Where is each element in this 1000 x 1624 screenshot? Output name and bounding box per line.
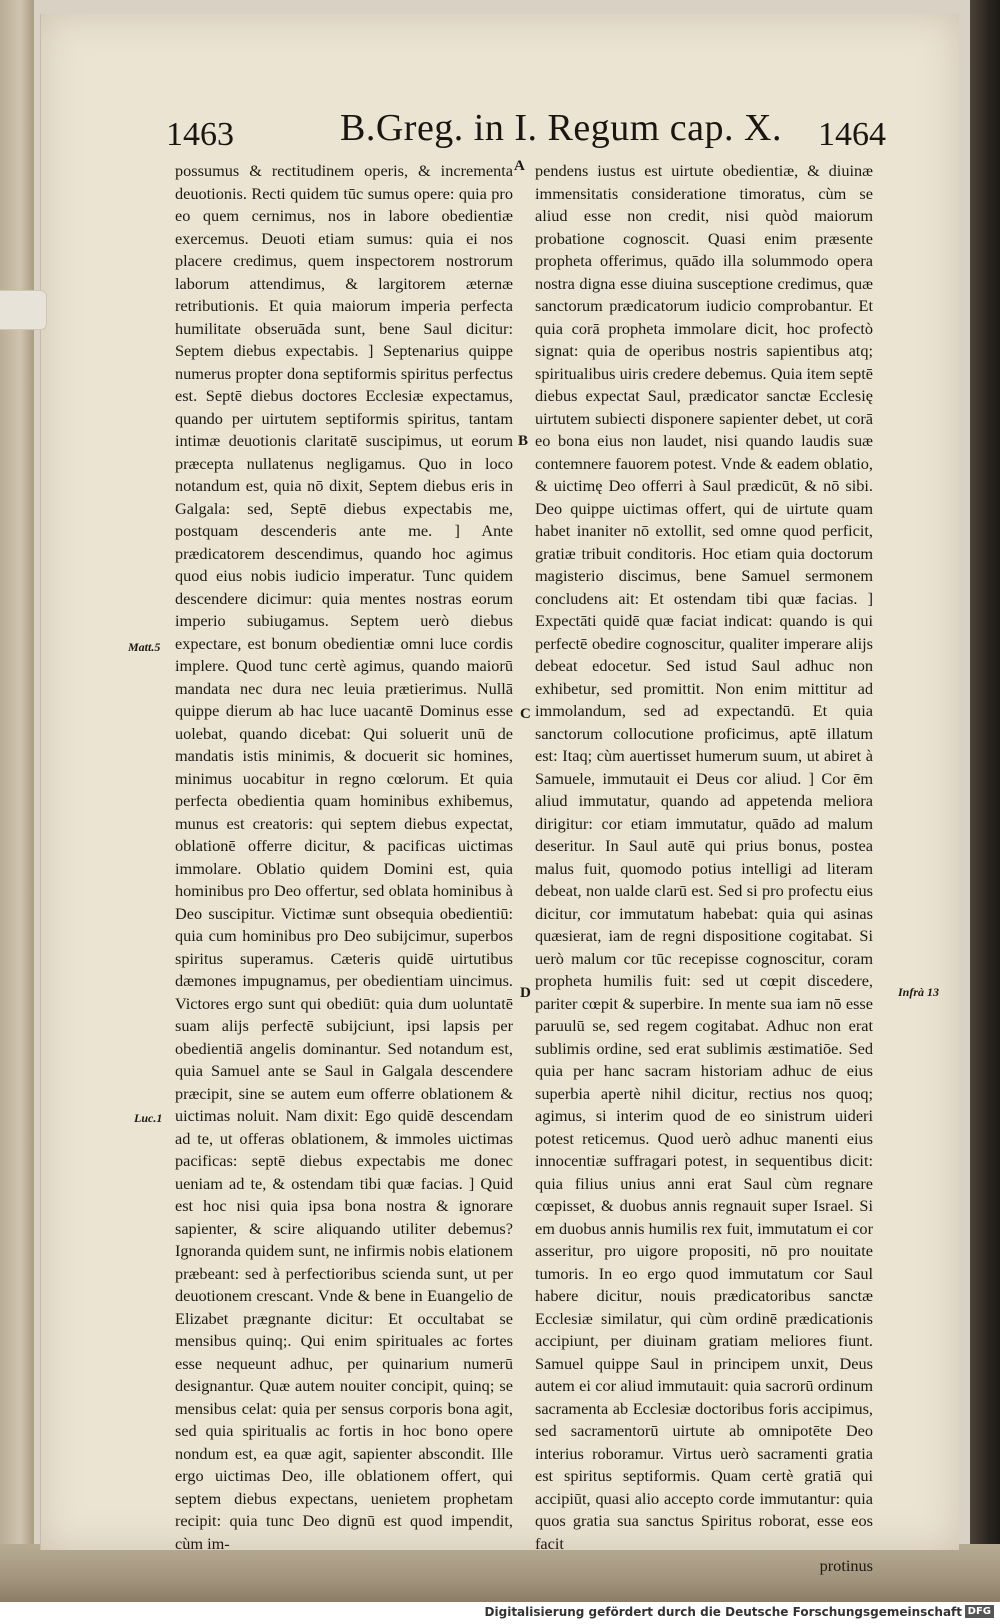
- margin-note-matt: Matt.5: [128, 640, 161, 654]
- catchword: protinus: [819, 1556, 873, 1575]
- bookmark-tab: [0, 290, 47, 330]
- book-edge-left: [0, 0, 34, 1624]
- right-column-text: pendens iustus est uirtute obedientiæ, & diuinæ immensitatis consideratione timoratus, cùm se aliud esse non credit, nisi quòd maiorum probatione cognoscit. Quasi enim præsente propheta offerimus, quādo illa solummodo opera nostra digna esse diuina susceptione credimus, quæ sanctorum prædicatorum iudicio comprobantur. Et quia corā propheta immolare dicit, hoc profectò signat: quia de operibus nostris sapientibus atq; spiritualibus uiris credere debemus. Quia item septē diebus expectat Saul, prædicator sanctæ Ecclesię uirtutem subiecti disponere sapienter debet, ut corā eo bona eius non laudet, nisi quando laudis suæ contemnere fauorem potest. Vnde & eadem oblatio, & uictimę Deo offerri à Saul prædicūt, & nō sibi. Deo quippe uictimas offert, qui de uirtute quam habet inaniter nō extollit, sed omne quod perficit, gratiæ tribuit conditoris. Hoc etiam quia doctorum magisterio discimus, bene Samuel sermonem concludens ait: Et ostendam tibi quæ facias. ] Expectāti quidē quæ faciat indicat: quando is qui perfectē obedire cognoscitur, qualiter imperare alijs debeat edocetur. Sed istud Saul adhuc non exhibetur, sed promittit. Non enim mittitur ad immolandum, sed ad expectandū. Et quia sanctorum collocutione proficimus, aptē illatum est: Itaq; cùm auertisset humerum suum, ut abiret à Samuele, immutauit ei Deus cor aliud. ] Cor ēm aliud immutatur, quando ad appetenda meliora dirigitur: cor etiam immutatur, quādo ad malum deseritur. In Saul autē qui prius bonus, postea malus fuit, quomodo potius intelligi ad literam debeat, non ualde clarū est. Sed si pro profectu eius dicitur, cor immutatum habebat: quia qui asinas quæsierat, iam de regni dispositione cogitabat. Si uerò malum cor tūc recepisse cognoscitur, coram propheta humilis fuit: sed ut cœpit discedere, pariter cœpit & superbire. In mente sua iam nō esse paruulū se, sed regem cogitabat. Adhuc non erat sublimis ordine, sed erat sublimis æstimatiōe. Sed quia per hanc sacram historiam adhuc de eius superbia apertè nihil dicitur, rectius nos quoq; agimus, si interim quod de eo sinistrum uideri potest reticemus. Quod uerò adhuc manenti eius innocentiæ suffragari potest, in sequentibus dicit: quia filius unius anni erat Saul cùm regnare cœpisset, & duobus annis regnauit super Israel. Si em duobus annis humilis rex fuit, immutatum ei cor asseritur, pro uigore propositi, nō pro nouitate tumoris. In eo ergo quod immutatum cor Saul habere dicitur, nouis prædicatoribus sanctæ Ecclesiæ similatur, qui cùm ordinē prædicationis accipiunt, per diuinam gratiam meliores fiunt. Samuel quippe Saul in principem unxit, Deus autem ei cor aliud immutauit: quia sacrorū ordinum sacramenta ab Ecclesiæ doctoribus foris accipimus, sed sacramentorū uirtute ab omnipotēte Deo interius roboramur. Virtus uerò sacramenti gratia est spiritus septiformis. Quam certè gratiā qui accipiūt, quasi alio accepto corde immutantur: quia quos gratia sua sanctus Spiritus roborat, esse eos facit: [535, 161, 873, 1553]
- right-column: [535, 160, 873, 1578]
- section-letter-c: C: [520, 706, 531, 722]
- digitization-footer: [0, 1602, 1000, 1624]
- page-number-left: 1463: [166, 116, 234, 153]
- dfg-logo: DFG: [965, 1605, 994, 1618]
- page-header: [130, 96, 900, 153]
- book-edge-right: [970, 0, 1000, 1624]
- section-letter-a: A: [514, 158, 525, 174]
- margin-note-luc: Luc.1: [134, 1111, 163, 1125]
- page-number-right: 1464: [818, 116, 886, 153]
- section-letter-d: D: [520, 985, 531, 1001]
- section-letter-b: B: [518, 433, 529, 449]
- left-column: [175, 160, 513, 1555]
- left-column-text: possumus & rectitudinem operis, & incrementa deuotionis. Recti quidem tūc sumus opere: quia pro eo quem cernimus, nos in labore obedientiæ exercemus. Deuoti etiam sumus: quia ei nos placere credimus, quem inspectorem nostrorum laborum attendimus, & largitorem æternæ retributionis. Et quia maiorum imperia perfecta humilitate obseruāda sunt, bene Saul dicitur: Septem diebus expectabis. ] Septenarius quippe numerus propter dona septiformis spiritus perfectus est. Septē diebus doctores Ecclesiæ expectamus, quando per uirtutem septiformis spiritus, tantam intimæ deuotionis claritatē suscipimus, ut eorum præcepta nullatenus negligamus. Quo in loco notandum est, quia nō dixit, Septem diebus eris in Galgala: sed, Septē diebus expectabis me, postquam descenderis ante me. ] Ante prædicatorem descendimus, quando hoc agimus quod eius nobis iudicio imperatur. Tunc quidem descendere dicimur: quia mentes nostras eorum imperio subiugamus. Septem uerò diebus expectare, est bonum obedientiæ omni luce cordis implere. Quod tunc certè agimus, quando maiorū mandata nec dura nec leuia prætierimus. Nullā quippe dierum ab hac luce uacantē Dominus esse uolebat, quando dicebat: Qui soluerit unū de mandatis istis minimis, & docuerit sic homines, minimus uocabitur in regno cœlorum. Et quia perfecta obedientia quam hominibus exhibemus, munus est creatoris: qui septem diebus expectat, oblationē offerre dicitur, & pacificas uictimas immolare. Oblatio quidem Domini est, quia hominibus pro Deo offertur, sed oblata hominibus à Deo suscipitur. Victimæ sunt obsequia obedientiū: quia cum hominibus pro Deo subijcimur, superbos spiritus superamus. Cæteris quidē uirtutibus dæmones impugnamus, per obedientiam uincimus. Victores ergo sunt qui obediūt: quia dum uoluntatē suam alijs perfectē subijciunt, ipsi lapsis per obedientiā angelis dominantur. Sed notandum est, quia Samuel ante se Saul in Galgala descendere præcipit, sine se autem eum offerre oblationem & uictimas noluit. Nam dixit: Ego quidē descendam ad te, ut offeras oblationem, & immoles uictimas pacificas: septē diebus expectabis me donec ueniam ad te, & ostendam tibi quæ facias. ] Quid est hoc nisi quia ipsa bona nostra & ignorare sapienter, & scire aliquando utiliter debemus? Ignoranda quidem sunt, ne infirmis nobis elationem præbeant: sed à perfectioribus scienda sunt, ut per deuotionem crescant. Vnde & bene in Euangelio de Elizabet prægnante dicitur: Et occultabat se mensibus quinq;. Qui enim spirituales ac fortes esse nequeunt adhuc, per quinarium numerū designantur. Quæ autem nouiter concipit, quinq; se mensibus celat: quia per sensus corporis bona agit, sed quia spiritualis ac fortis in hoc bono opere nondum est, ea quæ agit, sapienter abscondit. Ille ergo uictimas Deo, ille oblationem offert, qui septem diebus expectans, uenietem prophetam recipit: quia tunc Deo dignū est quod impendit, cùm im-: [175, 161, 513, 1553]
- running-title: B.Greg. in I. Regum cap. X.: [340, 107, 782, 149]
- margin-note-infra: Infrà 13: [898, 985, 940, 999]
- footer-credit: Digitalisierung gefördert durch die Deutsche Forschungsgemeinschaft: [484, 1605, 962, 1619]
